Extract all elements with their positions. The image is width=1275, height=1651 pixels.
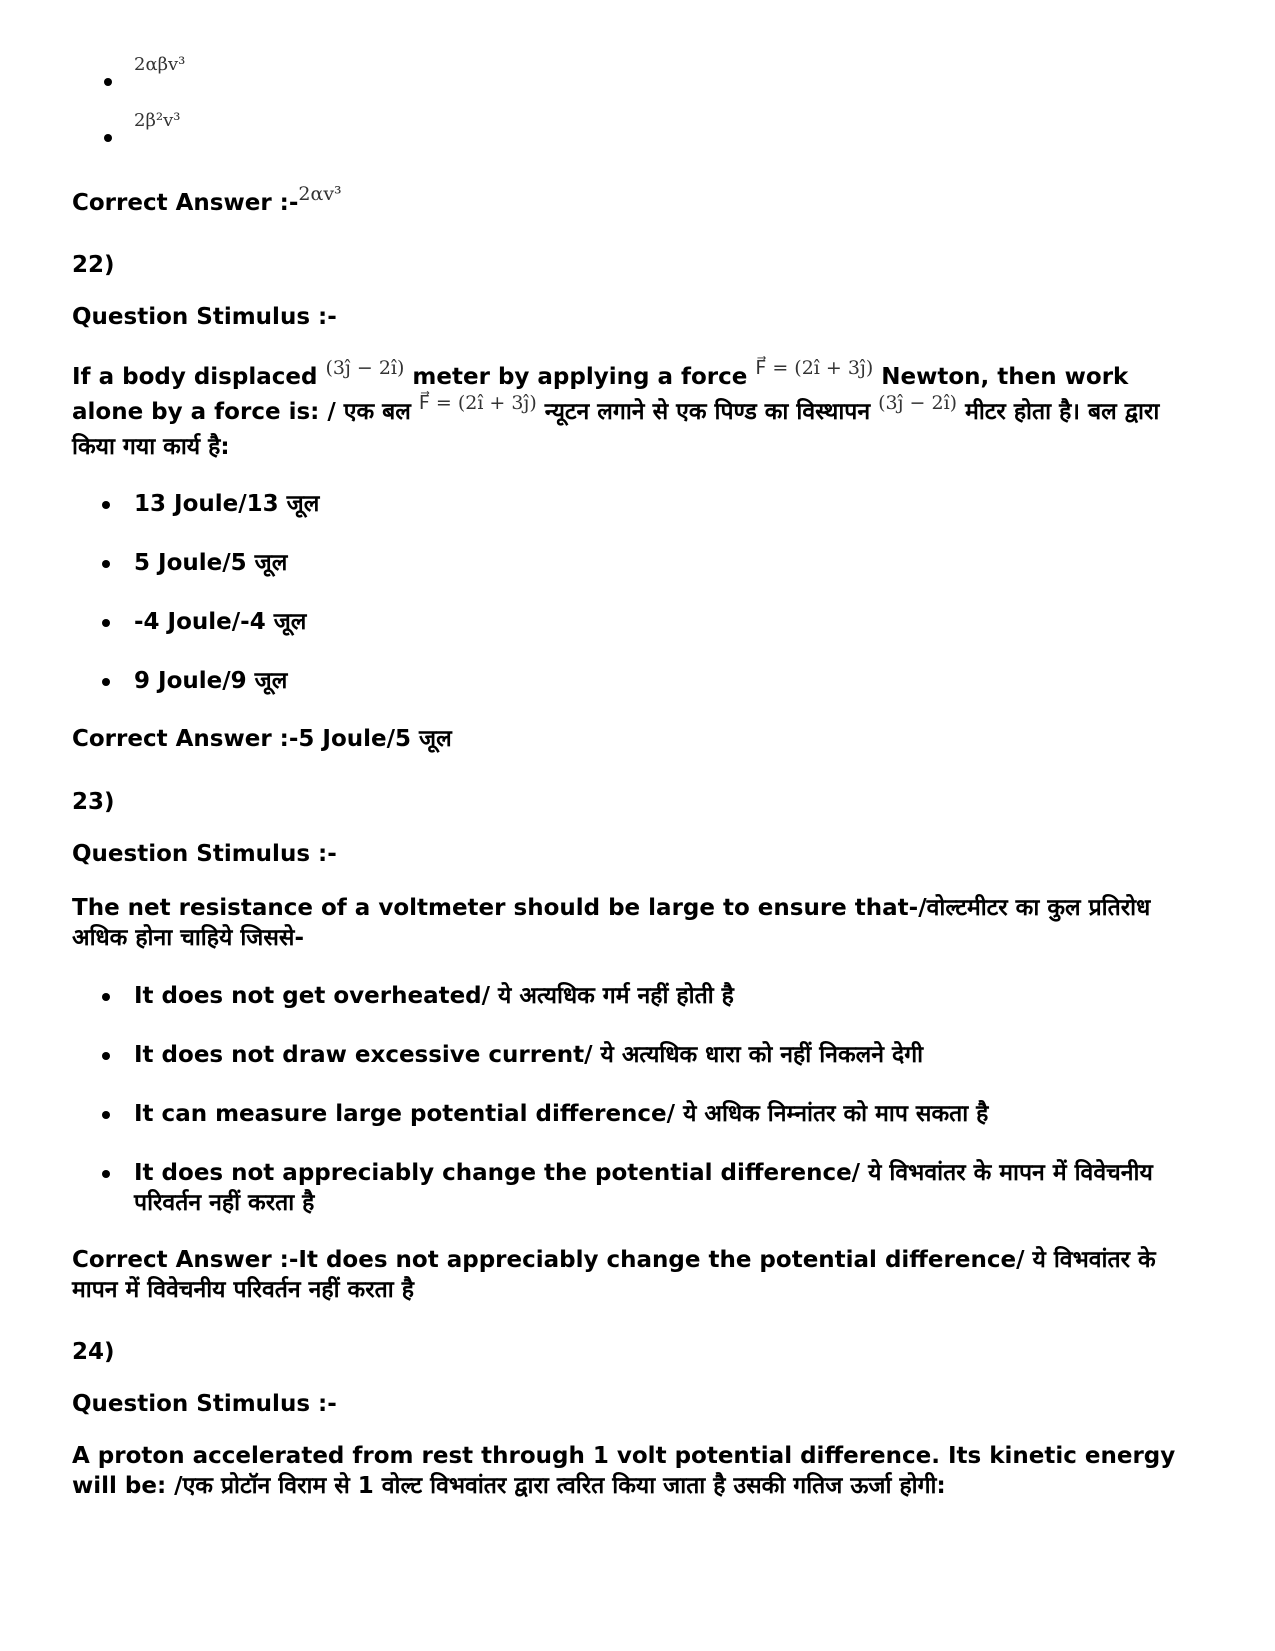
q23-correct-answer [72, 1245, 1202, 1305]
q23-number: 23) [72, 789, 115, 815]
q24-question-text: A proton accelerated from rest through 1 volt potential difference. Its kinetic energy will be: /एक प्रोटॉन विराम से 1 वोल्ट विभवांतर द्वारा त्वरित किया जाता है उसकी गतिज ऊर्जा होगी: [72, 1443, 1176, 1499]
q22-option[interactable]: 9 Joule/9 जूल [96, 666, 1206, 696]
q21-correct-answer [72, 183, 1202, 219]
q23-option[interactable]: It can measure large potential difference/ ये अधिक निम्नांतर को माप सकता है [96, 1099, 1206, 1129]
option-formula: 2β²v³ [134, 110, 181, 131]
q21-option[interactable] [96, 54, 186, 92]
force-formula: F⃗ = (2î + 3ĵ) [755, 357, 874, 379]
q21-options [96, 54, 186, 148]
q22-option[interactable]: 5 Joule/5 जूल [96, 548, 1206, 578]
q22-correct-answer [72, 724, 1202, 754]
question-text-part: If a body displaced [72, 364, 326, 390]
q22-stimulus-label: Question Stimulus :- [72, 304, 337, 330]
displacement-formula: (3ĵ − 2î) [325, 357, 405, 379]
q23-option[interactable]: It does not draw excessive current/ ये अत्यधिक धारा को नहीं निकलने देगी [96, 1040, 1206, 1070]
force-formula: F⃗ = (2î + 3ĵ) [418, 392, 537, 414]
question-text-part: meter by applying a force [404, 364, 756, 390]
correct-answer-label: Correct Answer :- [72, 726, 299, 752]
q22-option[interactable]: -4 Joule/-4 जूल [96, 607, 1206, 637]
q23-option[interactable]: It does not appreciably change the potential difference/ ये विभवांतर के मापन में विवेचनीय परिवर्तन नहीं करता है [96, 1158, 1206, 1218]
option-formula: 2αβv³ [134, 54, 186, 75]
q22-question-text [72, 357, 1202, 464]
displacement-formula: (3ĵ − 2î) [878, 392, 958, 414]
q24-number: 24) [72, 1339, 115, 1365]
q23-question-text: The net resistance of a voltmeter should be large to ensure that-/वोल्टमीटर का कुल प्रतिरोध अधिक होना चाहिये जिससे- [72, 895, 1151, 951]
question-text-part: Newton, then work alone by a force is: / एक बल [72, 364, 1129, 425]
q22-option[interactable]: 13 Joule/13 जूल [96, 489, 1206, 519]
q24-stimulus-label: Question Stimulus :- [72, 1391, 337, 1417]
question-text-part: न्यूटन लगाने से एक पिण्ड का विस्थापन [536, 399, 879, 425]
correct-answer-label: Correct Answer :- [72, 1247, 299, 1273]
q21-option[interactable] [96, 110, 185, 148]
question-text-part: मीटर होता है। बल द्वारा किया गया कार्य है: [72, 399, 1160, 460]
q22-number: 22) [72, 252, 115, 278]
correct-answer-formula: 2αv³ [298, 183, 342, 205]
q23-option[interactable]: It does not get overheated/ ये अत्यधिक गर्म नहीं होती है [96, 981, 1206, 1011]
q23-stimulus-label: Question Stimulus :- [72, 841, 337, 867]
correct-answer-label: Correct Answer :- [72, 190, 299, 216]
correct-answer-value: It does not appreciably change the potential difference/ ये विभवांतर के मापन में विवेचनीय परिवर्तन नहीं करता है [72, 1247, 1156, 1303]
correct-answer-value: 5 Joule/5 जूल [298, 726, 452, 752]
q22-options [96, 489, 1206, 696]
q23-options [96, 981, 1206, 1218]
